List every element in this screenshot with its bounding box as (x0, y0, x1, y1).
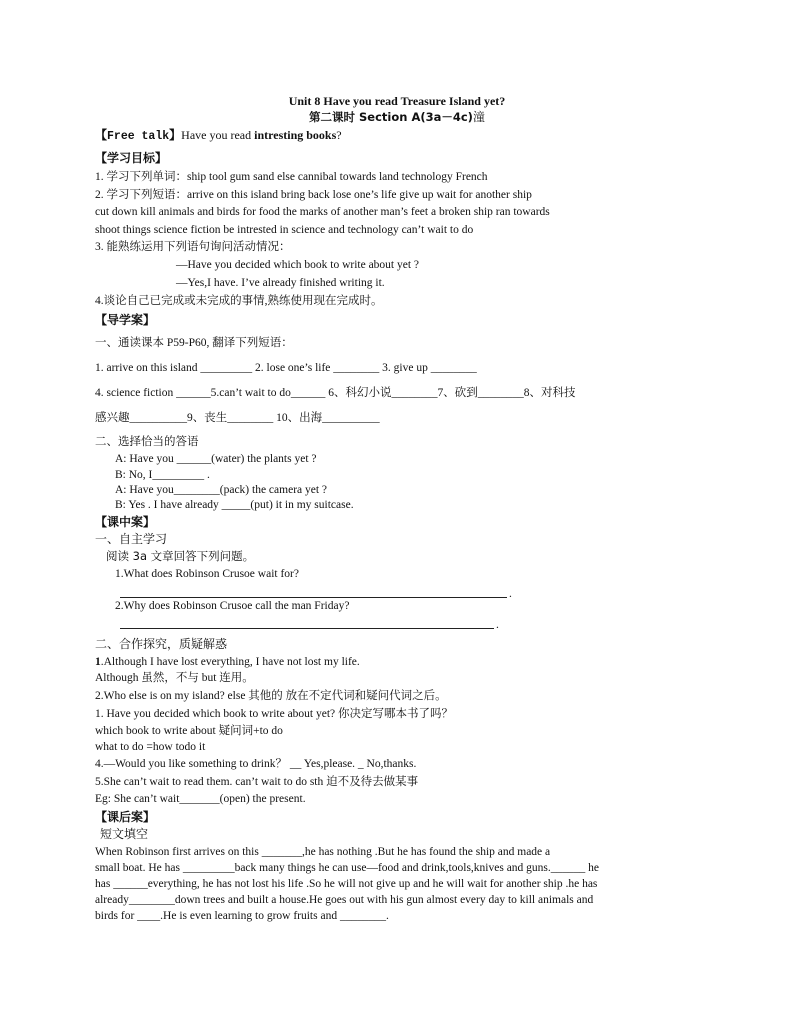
in-class-s2-line-1-number: 1 (95, 656, 101, 668)
guide-part-2-a1: A: Have you ______(water) the plants yet ? (115, 453, 317, 465)
guide-part-2-b2: B: Yes . I have already _____(put) it in my suitcase. (115, 499, 354, 511)
guide-part-2-title: 二、选择恰当的答语 (95, 436, 199, 448)
in-class-s2-line-3: 2.Who else is on my island? else 其他的 放在不定代词和疑问代词之后。 (95, 690, 447, 702)
in-class-s2-line-9: Eg: She can’t wait_______(open) the present. (95, 793, 306, 805)
goals-dialog-2: —Yes,I have. I’ve already finished writing it. (176, 277, 385, 289)
free-talk-line (95, 128, 342, 144)
guide-part-1-line-3: 感兴趣__________9、丧生________ 10、出海__________ (95, 412, 380, 424)
in-class-s2-line-4: 1. Have you decided which book to write about yet? 你决定写哪本书了吗？ (95, 708, 454, 720)
in-class-heading: 【课中案】 (95, 515, 156, 529)
free-talk-text-bold: intresting books (254, 128, 337, 142)
after-class-heading: 【课后案】 (95, 810, 156, 824)
cloze-line-3: has ______everything, he has not lost his life .So he will not give up and he will wait for another ship .he has (95, 878, 598, 890)
cloze-line-5: birds for ____.He is even learning to grow fruits and ________. (95, 910, 389, 922)
free-talk-text-end: ? (336, 128, 342, 142)
in-class-s2-line-5: which book to write about 疑问词+to do (95, 725, 283, 737)
guide-part-1-title: 一、通读课本 P59-P60, 翻译下列短语： (95, 337, 293, 349)
cloze-line-1: When Robinson first arrives on this _______,he has nothing .But he has found the ship and made a (95, 846, 551, 858)
in-class-s2-line-2: Although 虽然，不与 but 连用。 (95, 672, 254, 684)
question-2: 2.Why does Robinson Crusoe call the man Friday? (115, 600, 350, 612)
cloze-line-4: already________down trees and built a house.He goes out with his gun almost every day to kill animals and (95, 894, 594, 906)
guide-heading: 【导学案】 (95, 313, 156, 327)
answer-line-1-period: . (509, 588, 512, 600)
page-title: Unit 8 Have you read Treasure Island yet? (288, 94, 506, 108)
in-class-s2-line-1-text: .Although I have lost everything, I have not lost my life. (100, 656, 360, 668)
page-subtitle (0, 110, 794, 124)
guide-part-1-line-1: 1. arrive on this island _________ 2. lose one’s life ________ 3. give up ________ (95, 362, 477, 374)
question-1: 1.What does Robinson Crusoe wait for? (115, 568, 299, 580)
answer-line-2 (120, 628, 494, 629)
in-class-s2-line-7: 4.—Would you like something to drink？ __ Yes,please. _ No,thanks. (95, 758, 417, 770)
answer-line-2-period: . (496, 619, 499, 631)
subtitle-suffix: 潼 (472, 110, 485, 124)
in-class-s2-line-1 (95, 655, 360, 669)
goals-line-5: 3. 能熟练运用下列语句询问活动情况： (95, 241, 291, 253)
cloze-line-2: small boat. He has _________back many things he can use—food and drink,tools,knives and guns.______ he (95, 862, 600, 874)
in-class-s2-line-6: what to do =how todo it (95, 741, 206, 753)
guide-part-2-b1: B: No, I_________ . (115, 469, 210, 481)
free-talk-text-start: Have you read (181, 128, 255, 142)
goals-line-4: shoot things science fiction be intrested in science and technology can’t wait to do (95, 224, 474, 236)
goals-line-3: cut down kill animals and birds for food the marks of another man’s feet a broken ship ran towards (95, 206, 550, 218)
guide-part-1-line-2: 4. science fiction ______5.can’t wait to do______ 6、科幻小说________7、砍到________8、对科技 (95, 387, 576, 399)
after-class-subheading: 短文填空 (100, 827, 149, 841)
in-class-section-1: 一、自主学习 (95, 532, 168, 546)
answer-line-1 (120, 597, 507, 598)
free-talk-label: Free talk (107, 130, 170, 143)
in-class-section-1-intro: 阅读 3a 文章回答下列问题。 (106, 549, 255, 563)
guide-part-2-a2: A: Have you________(pack) the camera yet ? (115, 484, 328, 496)
goals-line-6: 4.谈论自己已完成或未完成的事情,熟练使用现在完成时。 (95, 295, 383, 307)
free-talk-bracket-close: 】 (169, 128, 182, 142)
free-talk-bracket-open: 【 (95, 128, 108, 142)
in-class-section-2: 二、合作探究，质疑解惑 (95, 637, 228, 651)
goals-dialog-1: —Have you decided which book to write about yet ? (176, 259, 420, 271)
goals-heading: 【学习目标】 (95, 151, 168, 165)
goals-line-2: 2. 学习下列短语：arrive on this island bring back lose one’s life give up wait for another ship (95, 189, 532, 201)
in-class-s2-line-8: 5.She can’t wait to read them. can’t wait to do sth 迫不及待去做某事 (95, 776, 419, 788)
goals-line-1: 1. 学习下列单词：ship tool gum sand else cannibal towards land technology French (95, 171, 488, 183)
subtitle-text: 第二课时 Section A(3a－4c) (309, 110, 473, 124)
